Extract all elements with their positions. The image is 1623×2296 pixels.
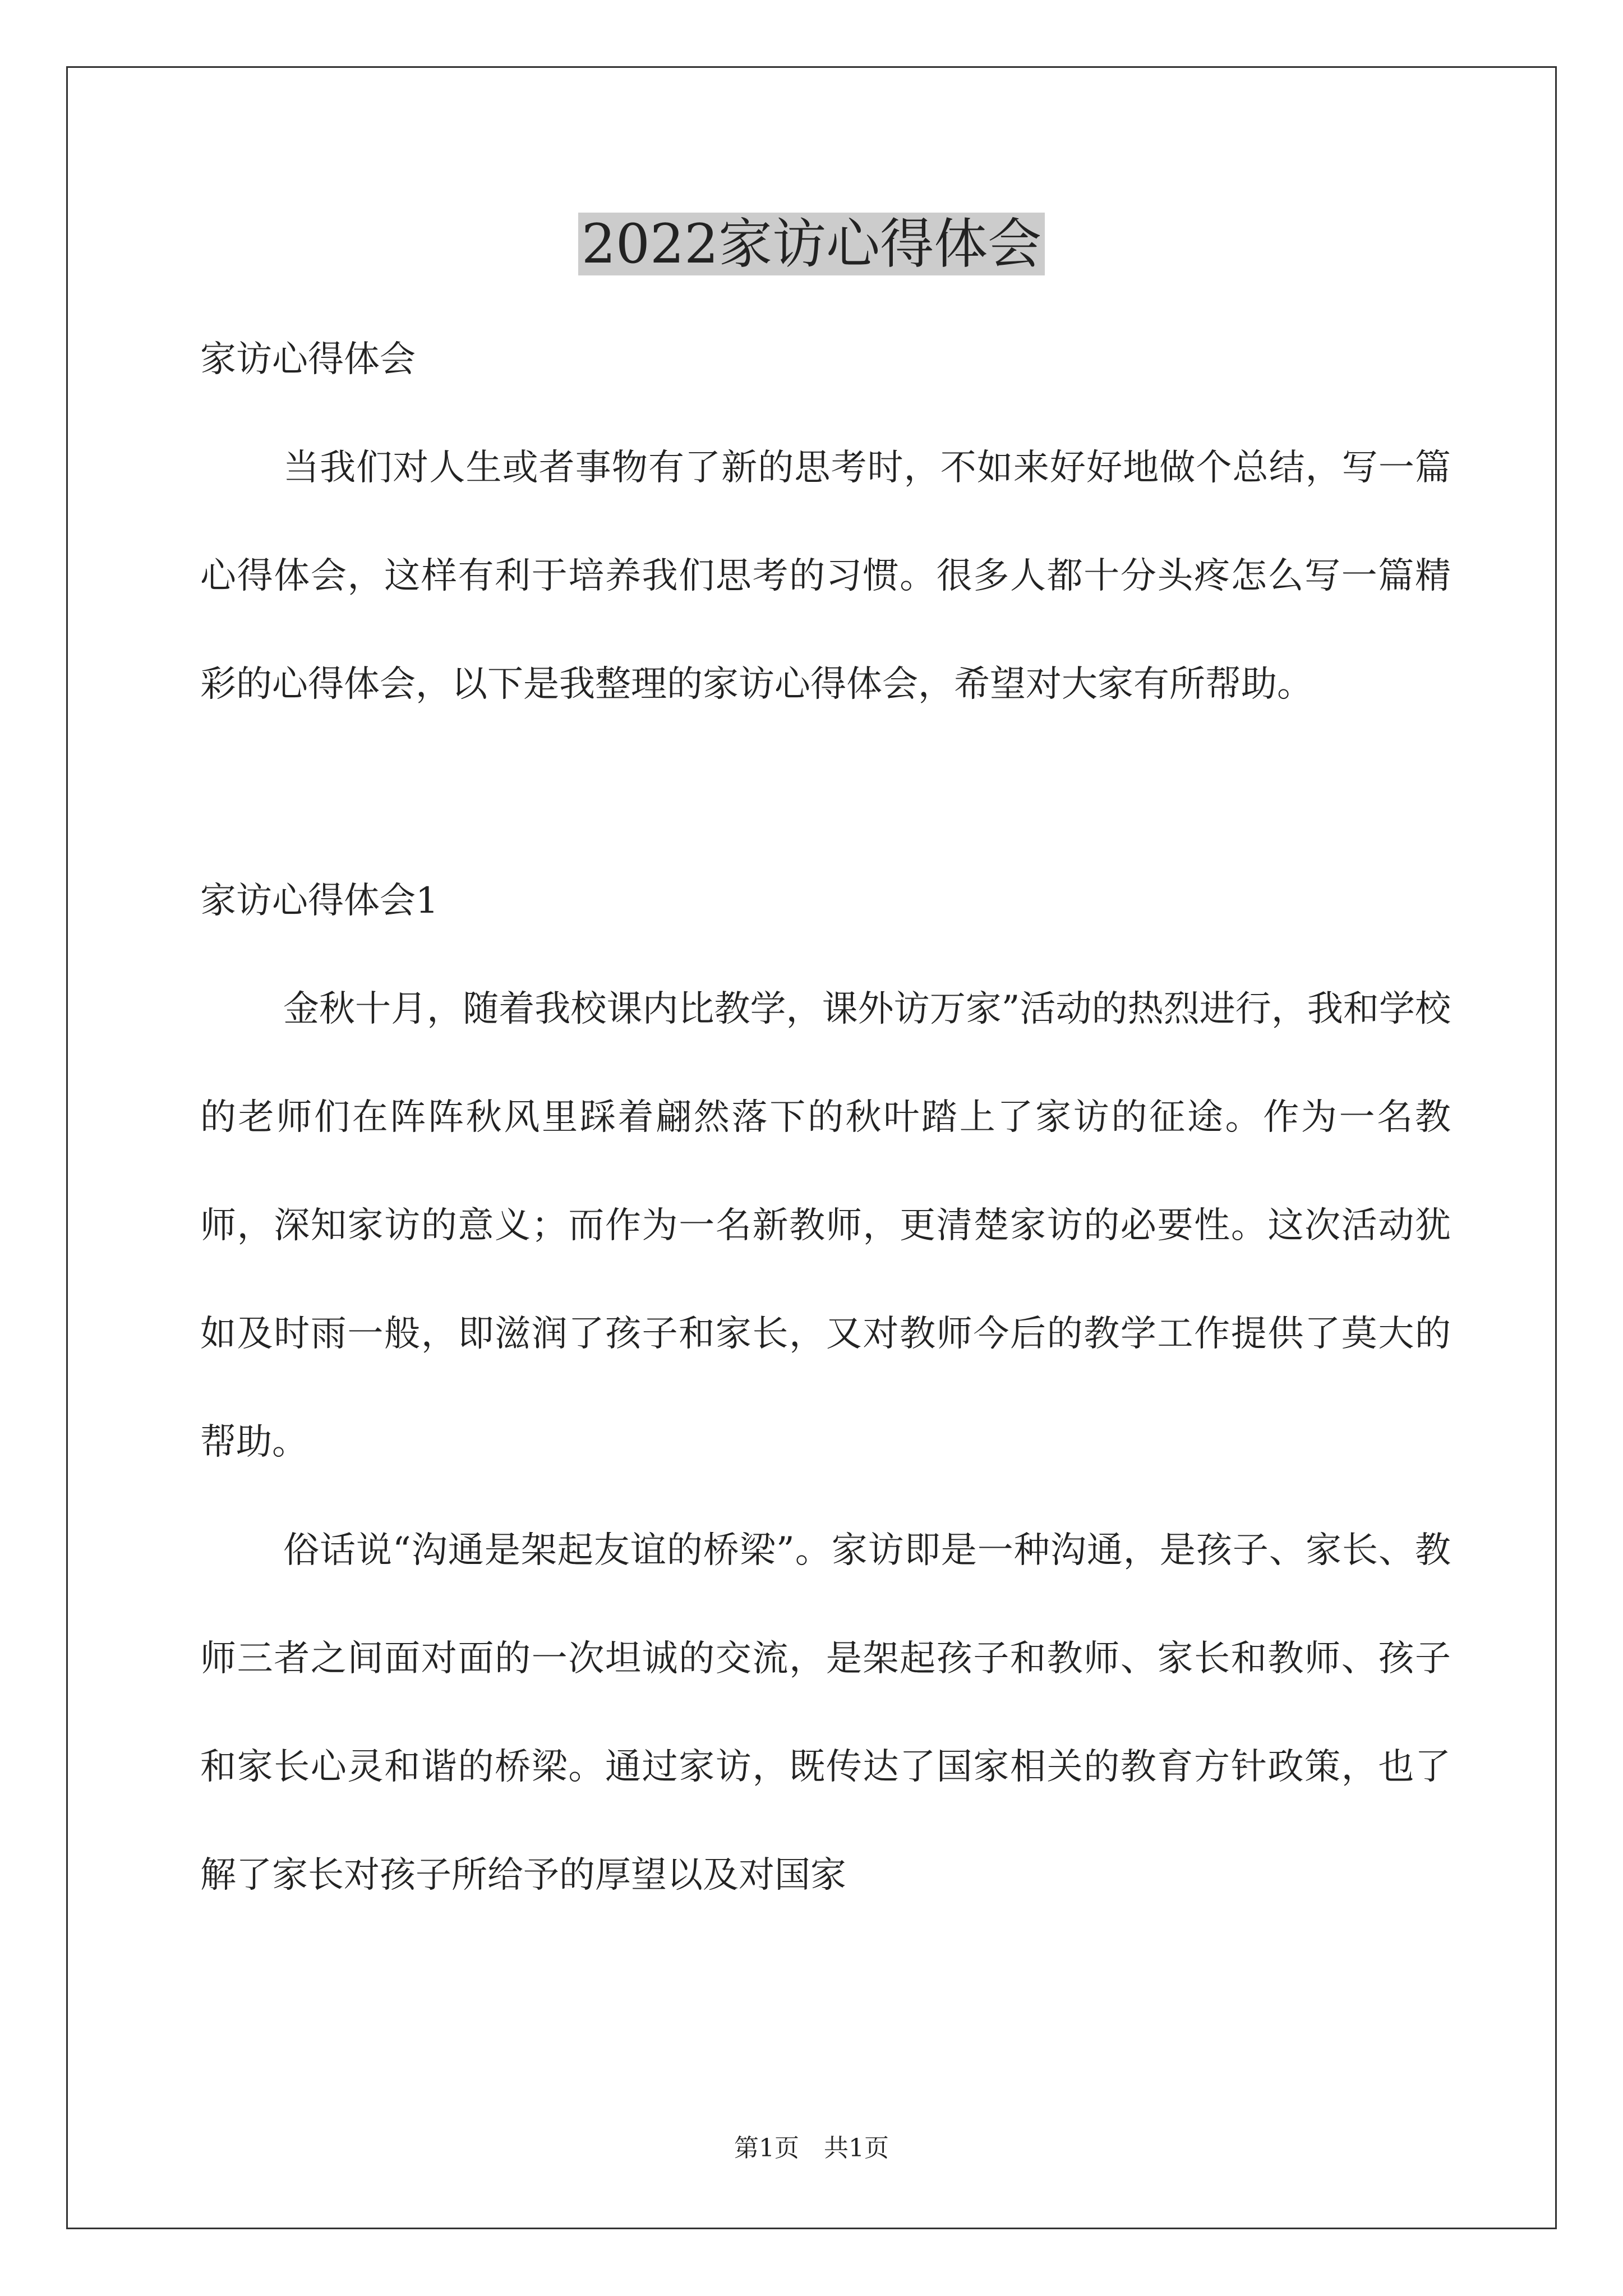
paragraph-1-1: 金秋十月，随着我校课内比教学，课外访万家”活动的热烈进行，我和学校的老师们在阵阵秋风里踩着翩然落下的秋叶踏上了家访的征途。作为一名教师，深知家访的意义；而作为一名新教师，更清楚家访的必要性。这次活动犹如及时雨一般，即滋润了孩子和家长，又对教师今后的教学工作提供了莫大的帮助。 bbox=[200, 988, 1451, 1463]
paragraph-1-2: 俗话说“沟通是架起友谊的桥梁”。家访即是一种沟通，是孩子、家长、教师三者之间面对面的一次坦诚的交流，是架起孩子和教师、家长和教师、孩子和家长心灵和谐的桥梁。通过家访，既传达了国家相关的教育方针政策，也了解了家长对孩子所给予的厚望以及对国家 bbox=[200, 1530, 1451, 1896]
section-heading-intro: 家访心得体会 bbox=[200, 339, 416, 380]
document-title bbox=[0, 205, 1623, 283]
document-title-text: 2022家访心得体会 bbox=[578, 213, 1045, 275]
section-heading-1: 家访心得体会1 bbox=[200, 880, 439, 922]
document-body bbox=[200, 306, 1451, 1930]
paragraph-intro: 当我们对人生或者事物有了新的思考时，不如来好好地做个总结，写一篇心得体会，这样有利于培养我们思考的习惯。很多人都十分头疼怎么写一篇精彩的心得体会，以下是我整理的家访心得体会，希望对大家有所帮助。 bbox=[200, 447, 1451, 705]
page-footer: 第1页 共1页 bbox=[734, 2134, 889, 2162]
section-spacer bbox=[200, 739, 1451, 847]
